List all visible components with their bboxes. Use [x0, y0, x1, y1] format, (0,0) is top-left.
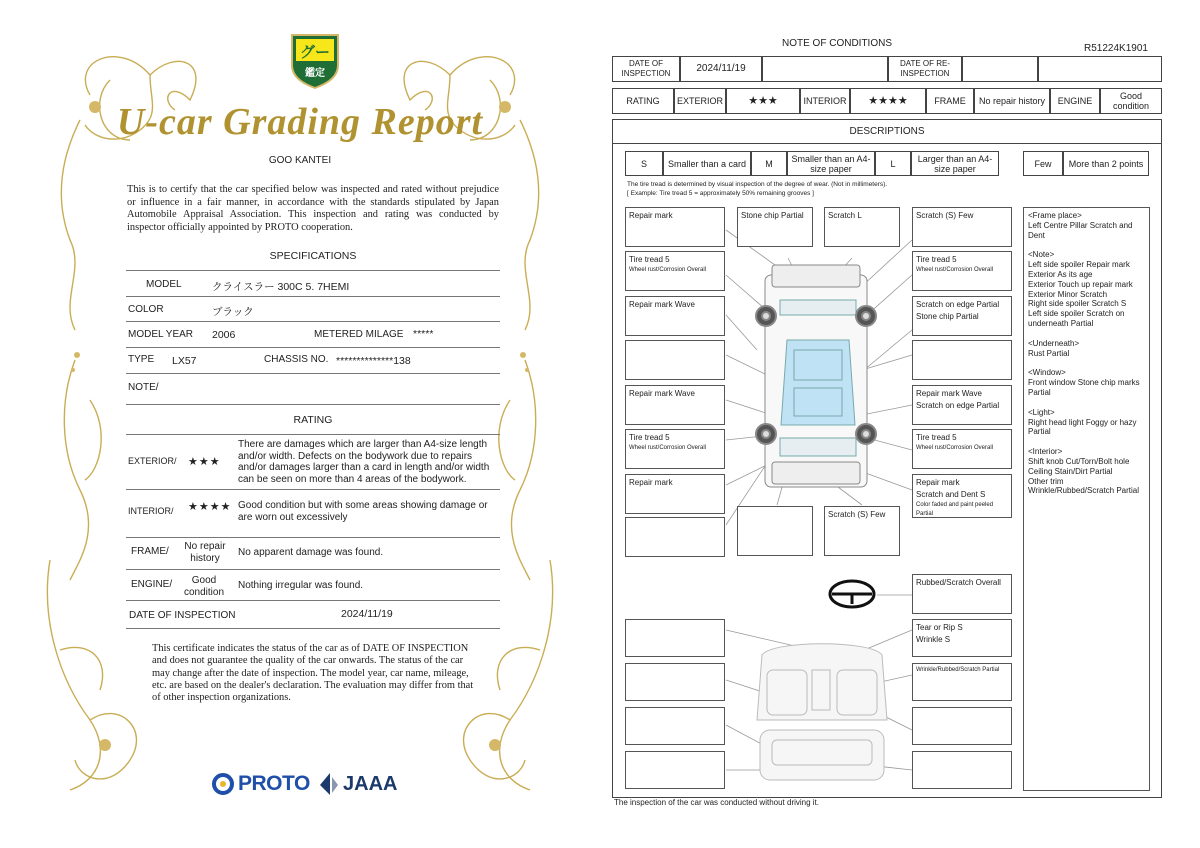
- exterior-description: There are damages which are larger than A4-size length and/or width. Defects on the bodywork due to repairs and/or damages larger than a card in length and/or width can be seen on more than 4 areas of the bodywork.: [238, 439, 490, 485]
- divider: [126, 270, 500, 271]
- divider: [126, 296, 500, 297]
- color-value: ブラック: [212, 306, 254, 318]
- desc-box-rear-right: Scratch (S) Few: [824, 506, 900, 556]
- desc-box-interior-left-4: [625, 751, 725, 789]
- divider: [126, 537, 500, 538]
- descriptions-heading: DESCRIPTIONS: [612, 119, 1162, 144]
- legend-few-desc: More than 2 points: [1063, 151, 1149, 176]
- desc-box-right-1: Scratch (S) Few: [912, 207, 1012, 247]
- desc-box-rear-left: [625, 517, 725, 557]
- exterior-label: EXTERIOR: [674, 88, 726, 114]
- desc-box-interior-left-2: [625, 663, 725, 701]
- model-year-value: 2006: [212, 329, 236, 341]
- desc-box-right-6: Tire tread 5 Wheel rust/Corrosion Overall: [912, 429, 1012, 469]
- desc-box-left-4: [625, 340, 725, 380]
- desc-box-left-6: Tire tread 5 Wheel rust/Corrosion Overall: [625, 429, 725, 469]
- reinspection-value: [962, 56, 1038, 82]
- frame-label: FRAME: [926, 88, 974, 114]
- tread-example: [ Example: Tire tread 5 = approximately 50% remaining grooves ]: [627, 190, 814, 197]
- desc-box-left-5: Repair mark Wave: [625, 385, 725, 425]
- exterior-stars: ★★★: [726, 88, 800, 114]
- legend-m-desc: Smaller than an A4-size paper: [787, 151, 875, 176]
- legend-s-desc: Smaller than a card: [663, 151, 751, 176]
- engine-label: ENGINE: [1050, 88, 1100, 114]
- doi-label: DATE OF INSPECTION: [129, 610, 236, 621]
- frame-description: No apparent damage was found.: [238, 547, 384, 558]
- jaaa-mark-icon: [318, 771, 340, 797]
- empty-cell: [762, 56, 888, 82]
- desc-box-right-2: Tire tread 5 Wheel rust/Corrosion Overall: [912, 251, 1012, 291]
- model-value: クライスラー 300C 5. 7HEMI: [212, 281, 350, 293]
- model-label: MODEL: [146, 279, 182, 290]
- desc-box-interior-right-3: [912, 707, 1012, 745]
- engine-value: Good condition: [1100, 88, 1162, 114]
- model-year-label: MODEL YEAR: [128, 329, 194, 340]
- desc-box-left-7: Repair mark: [625, 474, 725, 514]
- divider: [126, 321, 500, 322]
- desc-box-interior-left-3: [625, 707, 725, 745]
- notes-window: <Window> Front window Stone chip marks Partial: [1028, 368, 1140, 397]
- exterior-stars: ★★★: [188, 456, 221, 468]
- type-value: LX57: [172, 355, 197, 367]
- engine-description: Nothing irregular was found.: [238, 580, 364, 591]
- exterior-label: EXTERIOR/: [128, 456, 177, 466]
- report-subtitle: GOO KANTEI: [268, 155, 332, 166]
- goo-kantei-logo: [288, 31, 342, 89]
- desc-box-left-3: Repair mark Wave: [625, 296, 725, 336]
- proto-mark-icon: [212, 773, 234, 795]
- svg-text:グー: グー: [299, 43, 331, 61]
- divider: [126, 404, 500, 405]
- svg-text:鑑定: 鑑定: [305, 68, 325, 79]
- desc-box-right-3: Scratch on edge Partial Stone chip Partial: [912, 296, 1012, 336]
- desc-box-rear-center: [737, 506, 813, 556]
- frame-label: FRAME/: [131, 546, 169, 557]
- desc-box-steering: Rubbed/Scratch Overall: [912, 574, 1012, 614]
- notes-frame: <Frame place> Left Centre Pillar Scratch and Dent: [1028, 211, 1133, 240]
- notes-interior: <Interior> Shift knob Cut/Torn/Bolt hole Ceiling Stain/Dirt Partial Other trim Wrinkle/Rubbed/Scratch Partial: [1028, 447, 1140, 496]
- frame-value: No repair history: [184, 541, 226, 564]
- desc-box-front-center: Stone chip Partial: [737, 207, 813, 247]
- report-title: U-car Grading Report: [116, 101, 484, 143]
- reinspection-label: DATE OF RE-INSPECTION: [888, 56, 962, 82]
- divider: [126, 434, 500, 435]
- divider: [126, 569, 500, 570]
- chassis-value: **************138: [336, 355, 411, 367]
- chassis-label: CHASSIS NO.: [264, 354, 329, 365]
- legend-s: S: [625, 151, 663, 176]
- note-label: NOTE/: [128, 382, 159, 393]
- desc-box-right-5: Repair mark Wave Scratch on edge Partial: [912, 385, 1012, 425]
- desc-box-left-2: Tire tread 5 Wheel rust/Corrosion Overall: [625, 251, 725, 291]
- reference-number: R51224K1901: [1084, 43, 1148, 54]
- desc-box-front-left: Repair mark: [625, 207, 725, 247]
- rating-heading: RATING: [293, 414, 333, 426]
- engine-value: Good condition: [183, 575, 225, 598]
- interior-label: INTERIOR/: [128, 506, 174, 516]
- divider: [126, 347, 500, 348]
- desc-box-interior-right-1: Tear or Rip S Wrinkle S: [912, 619, 1012, 657]
- divider: [126, 628, 500, 629]
- empty-cell: [1038, 56, 1162, 82]
- tread-note: The tire tread is determined by visual inspection of the degree of wear. (Not in millimeters).: [627, 181, 888, 188]
- interior-stars: ★★★★: [188, 501, 232, 513]
- desc-box-interior-left-1: [625, 619, 725, 657]
- proto-logo: PROTO: [212, 771, 310, 797]
- interior-label: INTERIOR: [800, 88, 850, 114]
- legend-l-desc: Larger than an A4-size paper: [911, 151, 999, 176]
- certificate-footer: This certificate indicates the status of the car as of DATE OF INSPECTION and does not guarantee the quality of the car onwards. The status of the car may change after the date of inspection. The model year, car name, mileage, etc. are based on the dealer's declaration. The evaluation may differ from that of other inspection organizations.: [152, 643, 474, 704]
- frame-value: No repair history: [974, 88, 1050, 114]
- divider: [126, 373, 500, 374]
- notes-underneath: <Underneath> Rust Partial: [1028, 338, 1080, 358]
- interior-stars: ★★★★: [850, 88, 926, 114]
- notes-light: <Light> Right head light Foggy or hazy Partial: [1028, 407, 1137, 437]
- jaaa-logo: JAAA: [318, 771, 397, 797]
- inspection-footer: The inspection of the car was conducted without driving it.: [614, 798, 819, 807]
- legend-l: L: [875, 151, 911, 176]
- type-label: TYPE: [128, 354, 155, 365]
- mileage-label: METERED MILAGE: [314, 329, 404, 340]
- divider: [126, 600, 500, 601]
- steering-wheel-icon: [830, 581, 874, 607]
- interior-description: Good condition but with some areas showing damage or are worn out excessively: [238, 500, 488, 523]
- desc-box-right-7: Repair mark Scratch and Dent S Color faded and paint peeled Partial: [912, 474, 1012, 518]
- doi-value: 2024/11/19: [341, 608, 393, 620]
- desc-box-front-right: Scratch L: [824, 207, 900, 247]
- engine-label: ENGINE/: [131, 579, 173, 590]
- rating-label: RATING: [612, 88, 674, 114]
- doi-value: 2024/11/19: [680, 56, 762, 82]
- specifications-heading: SPECIFICATIONS: [269, 250, 357, 262]
- desc-box-interior-right-2: Wrinkle/Rubbed/Scratch Partial: [912, 663, 1012, 701]
- notes-panel: [1023, 207, 1150, 791]
- color-label: COLOR: [128, 304, 164, 315]
- doi-label: DATE OF INSPECTION: [612, 56, 680, 82]
- desc-box-interior-right-4: [912, 751, 1012, 789]
- legend-m: M: [751, 151, 787, 176]
- conditions-title: NOTE OF CONDITIONS: [782, 38, 892, 49]
- certificate-text: This is to certify that the car specified below was inspected and rated without prejudice or influence in a fair manner, in accordance with the standards stipulated by Japan Automobile Appraisal Association. This inspection and rating was conducted by inspector officially appointed by PROTO cooperation.: [127, 184, 499, 233]
- divider: [126, 489, 500, 490]
- mileage-value: *****: [413, 328, 434, 340]
- desc-box-right-4: [912, 340, 1012, 380]
- notes-note: <Note> Left side spoiler Repair mark Exterior As its age Exterior Touch up repair mark Exterior Minor Scratch Right side spoiler Scratch S Left side spoiler Scratch on underneath Partial: [1028, 250, 1133, 328]
- legend-few: Few: [1023, 151, 1063, 176]
